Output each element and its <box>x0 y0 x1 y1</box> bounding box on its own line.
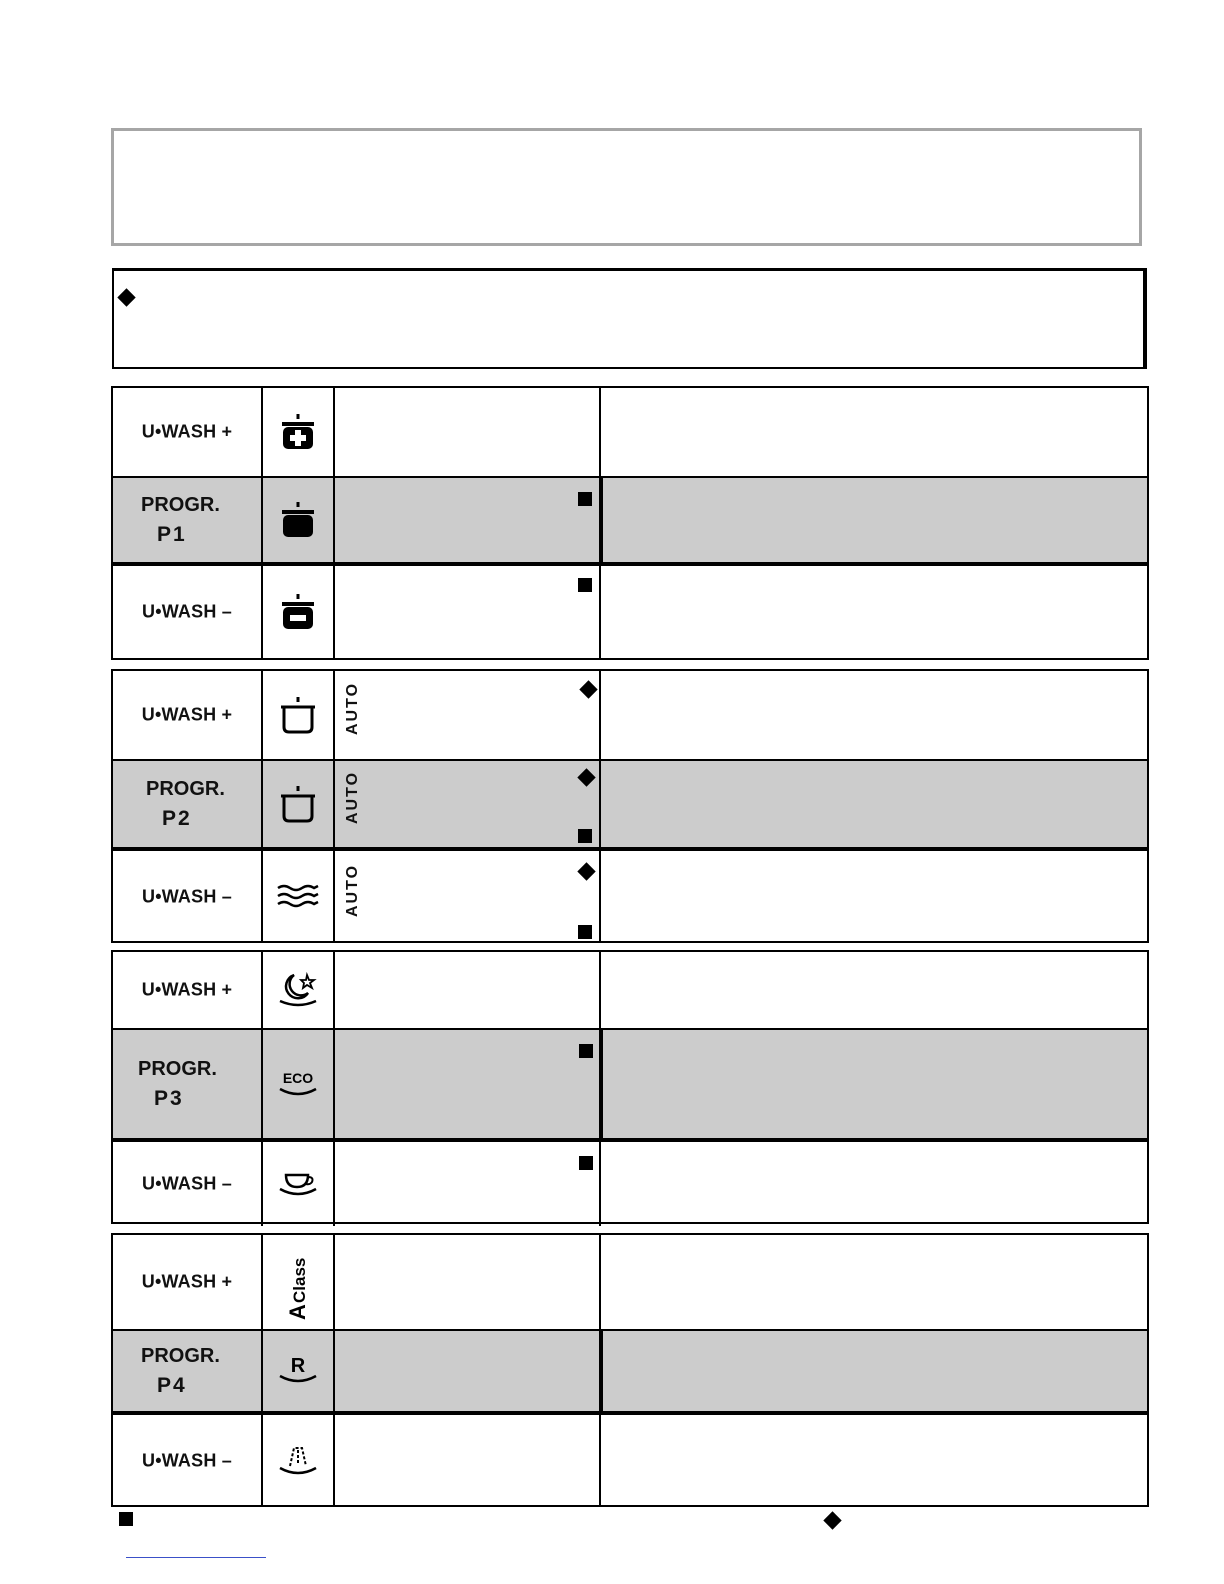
diamond-marker-icon <box>577 862 595 880</box>
program-group-p2 <box>111 669 1149 943</box>
uwash-plus-label: U•WASH + <box>141 979 233 1000</box>
square-marker-icon <box>579 1044 593 1058</box>
eco-icon <box>276 1067 320 1101</box>
cup-icon <box>276 1169 320 1199</box>
square-marker-icon <box>578 578 592 592</box>
pot-outline-icon <box>278 784 318 824</box>
uwash-minus-label: U•WASH – <box>142 1450 232 1471</box>
footer-link-underline <box>126 1557 266 1558</box>
a-class-icon <box>283 1242 313 1322</box>
auto-label: AUTO <box>344 863 361 917</box>
auto-label: AUTO <box>344 681 361 735</box>
table-row <box>113 759 1147 851</box>
pot-minus-icon <box>278 592 318 632</box>
square-marker-icon <box>579 1156 593 1170</box>
pot-outline-icon <box>278 695 318 735</box>
pot-plus-icon <box>278 412 318 452</box>
footnote-diamond-icon <box>823 1511 841 1529</box>
program-group-p4 <box>111 1233 1149 1507</box>
table-row <box>113 566 1147 658</box>
progr-label: PROGR. P2 <box>146 774 225 834</box>
program-number: P2 <box>162 807 192 830</box>
note-diamond-icon <box>117 288 135 306</box>
progr-label: PROGR. P4 <box>141 1341 220 1401</box>
diamond-marker-icon <box>577 768 595 786</box>
spray-icon <box>276 1444 320 1478</box>
table-row <box>113 1235 1147 1331</box>
uwash-plus-label: U•WASH + <box>141 421 233 442</box>
program-group-p1 <box>111 386 1149 660</box>
auto-label: AUTO <box>344 770 361 824</box>
diamond-marker-icon <box>579 680 597 698</box>
table-row <box>113 952 1147 1030</box>
program-number: P4 <box>157 1374 187 1397</box>
uwash-plus-label: U•WASH + <box>141 704 233 725</box>
night-moon-icon <box>276 971 320 1009</box>
progr-label: PROGR. P1 <box>141 490 220 550</box>
uwash-minus-label: U•WASH – <box>142 601 232 622</box>
waves-icon <box>276 882 320 912</box>
svg-text:A: A <box>285 1304 310 1320</box>
footnote-square-icon <box>119 1512 133 1526</box>
table-row <box>113 1142 1147 1226</box>
svg-text:R: R <box>290 1355 306 1377</box>
square-marker-icon <box>578 829 592 843</box>
note-box <box>112 268 1147 369</box>
title-box <box>111 128 1142 246</box>
uwash-minus-label: U•WASH – <box>142 886 232 907</box>
uwash-minus-label: U•WASH – <box>142 1173 232 1194</box>
program-group-p3 <box>111 950 1149 1224</box>
square-marker-icon <box>578 925 592 939</box>
svg-text:Class: Class <box>290 1257 309 1303</box>
svg-text:ECO: ECO <box>282 1070 314 1086</box>
pot-filled-icon <box>278 500 318 540</box>
program-number: P1 <box>157 523 187 546</box>
table-row <box>113 388 1147 478</box>
uwash-plus-label: U•WASH + <box>141 1271 233 1292</box>
table-row <box>113 476 1147 566</box>
table-row <box>113 1415 1147 1507</box>
program-number: P3 <box>154 1087 184 1110</box>
table-row <box>113 671 1147 761</box>
table-row <box>113 1329 1147 1415</box>
table-row <box>113 1028 1147 1142</box>
rinse-icon <box>276 1354 320 1388</box>
progr-label: PROGR. P3 <box>138 1054 217 1114</box>
table-row <box>113 851 1147 943</box>
square-marker-icon <box>578 492 592 506</box>
